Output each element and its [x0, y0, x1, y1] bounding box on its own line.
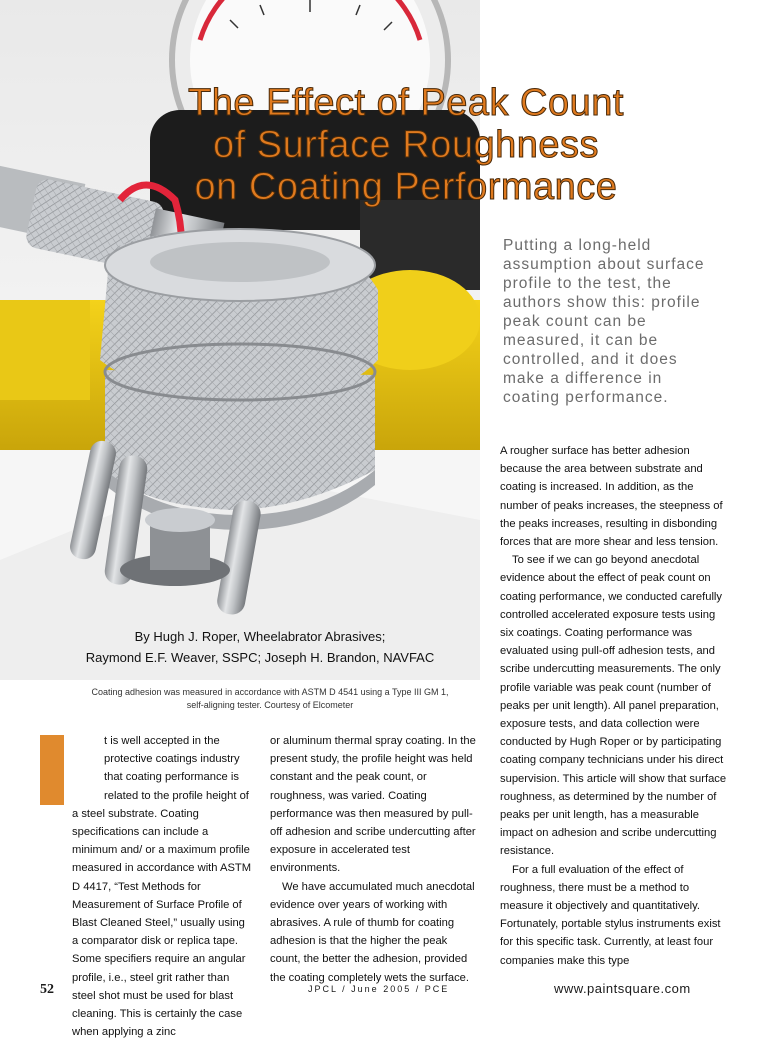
byline-line-1: By Hugh J. Roper, Wheelabrator Abrasives; [134, 629, 386, 644]
caption-line-1: Coating adhesion was measured in accordance with ASTM D 4541 using a Type III GM 1, [91, 687, 449, 697]
col3-paragraph-1: A rougher surface has better adhesion because the area between substrate and coating is increased. In addition, as the number of peaks increases, the steepness of the peaks increases, resulting in disbonding forces that are more shear and less tension. [500, 445, 723, 549]
body-column-3 [500, 442, 730, 970]
article-deck: Putting a long-held assumption about surface profile to the test, the authors show this: profile peak count can be measured, it can be controlled, and it does make a difference in coating performance. [503, 237, 705, 406]
title-line-3: on Coating Performance [194, 166, 618, 208]
col2-paragraph-2: We have accumulated much anecdotal evidence over years of working with abrasives. A rule of thumb for coating adhesion is that the higher the peak count, the better the adhesion, provided the coating completely wets the surface. [270, 880, 475, 984]
drop-cap-spacer [72, 732, 104, 804]
col2-paragraph-1: or aluminum thermal spray coating. In the present study, the profile height was held constant and the peak count, or roughness, was varied. Coating performance was then measured by pull-off adhesion and scribe undercutting after exposure in accelerated test environments. [270, 735, 476, 875]
body-column-1 [40, 732, 252, 1041]
body-column-2 [270, 732, 480, 987]
col1-paragraph: t is well accepted in the protective coatings industry that coating performance is related to the profile height of a steel substrate. Coating specifications can include a minimum and/ or a maximum profile measured in accordance with ASTM D 4417, “Test Methods for Measurement of Surface Profile of Blast Cleaned Steel,” usually using a comparator disk or replica tape. Some specifiers require an angular profile, i.e., steel grit rather than steel shot must be used for blast cleaning. This is certainly the case when applying a zinc [72, 732, 252, 1041]
byline-line-2: Raymond E.F. Weaver, SSPC; Joseph H. Brandon, NAVFAC [85, 650, 435, 665]
caption-line-2: self-aligning tester. Courtesy of Elcometer [186, 700, 354, 710]
journal-footer: JPCL / June 2005 / PCE [308, 984, 450, 994]
byline [60, 626, 460, 668]
website-link[interactable]: www.paintsquare.com [554, 981, 691, 996]
page-number: 52 [40, 982, 54, 997]
col3-paragraph-3: For a full evaluation of the effect of roughness, there must be a method to measure it objectively and quantitatively. Fortunately, portable stylus instruments exist for this specific task. Currently, at least four companies make this type [500, 863, 721, 967]
title-line-1: The Effect of Peak Count [188, 82, 624, 124]
photo-caption [60, 686, 480, 712]
col3-paragraph-2: To see if we can go beyond anecdotal evidence about the effect of peak count on coating performance, we conducted carefully controlled accelerated exposure tests using six coatings. Coating performance was evaluated using pull-off adhesion tests, and scribe undercutting measurements. The only profile variable was peak count (number of peaks per unit length). All panel preparation, exposure tests, and data collection were conducted by Hugh Roper or by participating coating company technicians under his direct supervision. This article will show that surface roughness, as determined by the number of peaks per unit length, has a measurable impact on adhesion and scribe undercutting resistance. [500, 554, 727, 858]
article-title [96, 82, 716, 208]
title-line-2: of Surface Roughness [212, 124, 599, 166]
